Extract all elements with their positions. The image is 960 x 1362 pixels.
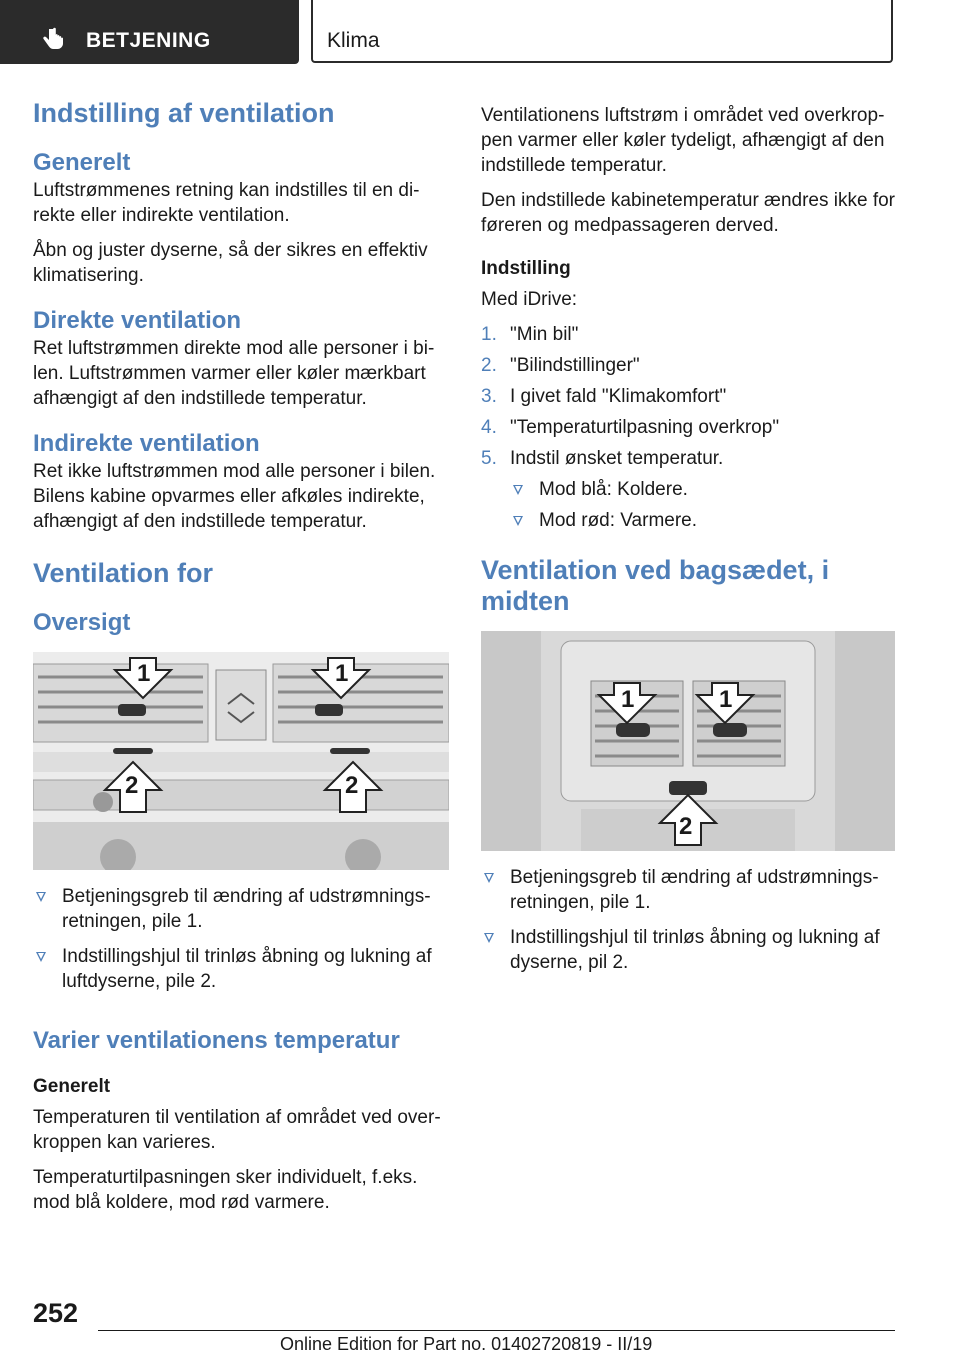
triangle-bullet-icon <box>513 516 523 526</box>
section-tab-label: BETJENING <box>86 29 211 52</box>
step-number: 1. <box>481 324 497 345</box>
setting-label: Indstilling <box>481 258 571 279</box>
page-number: 252 <box>33 1298 79 1328</box>
rear-bullet-2 <box>481 925 895 975</box>
step-text: "Bilindstillinger" <box>510 355 640 376</box>
triangle-bullet-icon <box>36 892 46 902</box>
continued-paragraph-1: Ventilationens luftstrøm i området ved overkroppen varmer eller køler tydeligt, afhængigt af den indstillede temperatur. <box>481 105 885 176</box>
left-column <box>33 96 449 1215</box>
step-3 <box>481 384 895 409</box>
right-column <box>481 103 895 975</box>
bullet-text: Indstillingshjul til trinløs åbning og lukning af luftdyserne, pile 2. <box>62 946 432 992</box>
front-ventilation-title: Ventilation for <box>33 558 214 588</box>
temperature-heading: Varier ventilationens temperatur <box>33 1027 400 1054</box>
temperature-general-label: Generelt <box>33 1076 111 1097</box>
step-text: I givet fald "Klimakomfort" <box>510 386 727 407</box>
step-1 <box>481 322 895 347</box>
sub-step-text: Mod blå: Koldere. <box>539 479 688 500</box>
rear-arrow-label-1b: 1 <box>719 686 733 713</box>
triangle-bullet-icon <box>36 952 46 962</box>
rear-arrow-label-2: 2 <box>679 813 693 840</box>
direct-paragraph: Ret luftstrømmen direkte mod alle personer i bilen. Luftstrømmen varmer eller køler mærkbart afhængigt af den indstillede temperatur. <box>33 338 435 409</box>
step-text: "Min bil" <box>510 324 579 345</box>
step-number: 5. <box>481 448 497 469</box>
bullet-text: Indstillingshjul til trinløs åbning og lukning af dyserne, pil 2. <box>510 927 880 973</box>
idrive-label: Med iDrive: <box>481 289 578 310</box>
general-heading: Generelt <box>33 149 131 176</box>
hand-pointer-icon <box>40 27 66 53</box>
step-number: 2. <box>481 355 497 376</box>
rear-arrow-label-1a: 1 <box>621 686 635 713</box>
step-number: 3. <box>481 386 497 407</box>
arrow-label-1b: 1 <box>335 660 349 687</box>
bullet-text: Betjeningsgreb til ændring af udstrømningsretningen, pile 1. <box>510 867 879 913</box>
chapter-tab-label: Klima <box>327 29 380 52</box>
rear-vents-illustration <box>481 631 895 851</box>
step-5 <box>481 446 895 471</box>
section-title: Indstilling af ventilation <box>33 98 335 128</box>
rear-bullet-1 <box>481 865 895 915</box>
step-2 <box>481 353 895 378</box>
step-4 <box>481 415 895 440</box>
indirect-paragraph: Ret ikke luftstrømmen mod alle personer i bilen. Bilens kabine opvarmes eller afkøles indirekte, afhængigt af den indstillede temperatur. <box>33 461 436 532</box>
sub-step-2 <box>510 508 895 533</box>
arrow-label-2a: 2 <box>125 772 139 799</box>
rear-ventilation-title: Ventilation ved bagsædet, i midten <box>481 555 830 616</box>
continued-paragraph-2: Den indstillede kabinetemperatur ændres ikke for føreren og medpassageren derved. <box>481 190 895 236</box>
sub-step-1 <box>510 477 895 502</box>
general-paragraph-1: Luftstrømmenes retning kan indstilles til en direkte eller indirekte ventilation. <box>33 180 420 226</box>
arrow-label-1a: 1 <box>137 660 151 687</box>
general-paragraph-2: Åbn og juster dyserne, så der sikres en effektiv klimatisering. <box>33 240 428 286</box>
temperature-paragraph-1: Temperaturen til ventilation af området ved overkroppen kan varieres. <box>33 1107 441 1153</box>
step-text: "Temperaturtilpasning overkrop" <box>510 417 780 438</box>
section-tab <box>0 0 299 64</box>
triangle-bullet-icon <box>484 873 494 883</box>
footer-divider <box>98 1330 895 1331</box>
front-bullet-2 <box>33 944 449 994</box>
arrow-label-2b: 2 <box>345 772 359 799</box>
front-vents-illustration <box>33 652 449 870</box>
sub-step-text: Mod rød: Varmere. <box>539 510 698 531</box>
direct-heading: Direkte ventilation <box>33 307 242 334</box>
chapter-tab <box>311 0 893 63</box>
temperature-paragraph-2: Temperaturtilpasningen sker individuelt, f.eks. mod blå koldere, mod rød varmere. <box>33 1167 418 1213</box>
overview-heading: Oversigt <box>33 609 131 636</box>
front-bullet-1 <box>33 884 449 934</box>
triangle-bullet-icon <box>484 933 494 943</box>
footer-edition: Online Edition for Part no. 01402720819 - II/19 <box>280 1334 653 1354</box>
bullet-text: Betjeningsgreb til ændring af udstrømningsretningen, pile 1. <box>62 886 431 932</box>
step-text: Indstil ønsket temperatur. <box>510 448 724 469</box>
indirect-heading: Indirekte ventilation <box>33 430 260 457</box>
step-number: 4. <box>481 417 497 438</box>
triangle-bullet-icon <box>513 485 523 495</box>
